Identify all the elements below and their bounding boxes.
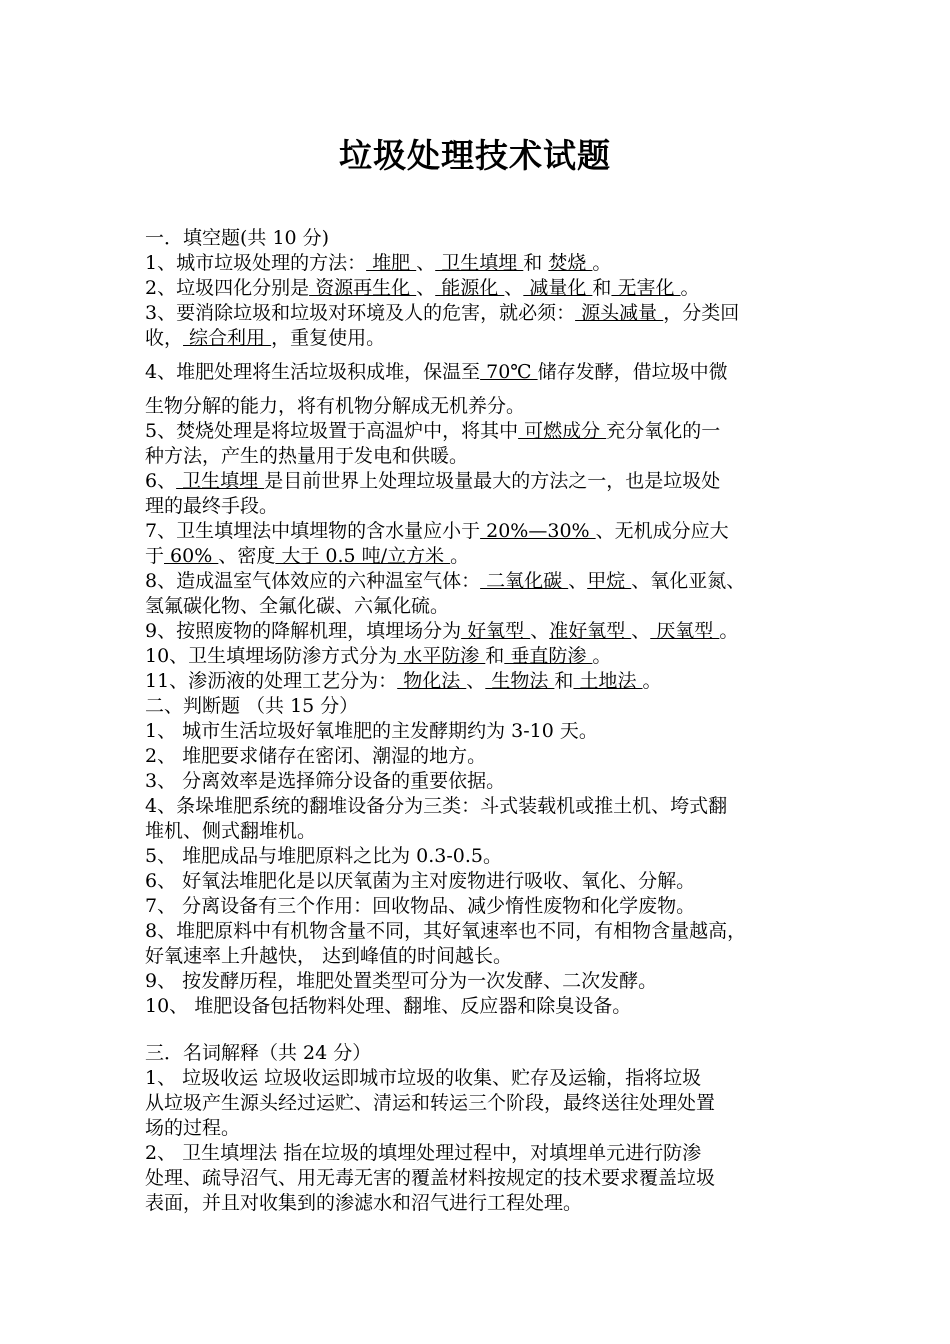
answer-blank: 好氧型 <box>461 620 531 642</box>
section-heading-true-false: 二、判断题 （共 15 分） <box>145 695 359 717</box>
question-1-2: 2、垃圾四化分别是 资源再生化 、 能源化 、 减量化 和 无害化 。 <box>145 277 700 299</box>
document-body <box>145 226 815 1216</box>
answer-blank: 土地法 <box>573 670 643 692</box>
answer-blank: 源头减量 <box>575 302 664 324</box>
question-1-5-cont: 种方法，产生的热量用于发电和供暖。 <box>145 445 469 467</box>
answer-blank: 卫生填埋 <box>176 470 265 492</box>
answer-blank: 综合利用 <box>183 327 272 349</box>
answer-blank: 60% <box>164 545 219 567</box>
section-heading-fill-blank: 一．填空题(共 10 分) <box>145 227 330 249</box>
statement-2-4: 4、条垛堆肥系统的翻堆设备分为三类：斗式装载机或推土机、垮式翻 <box>145 795 728 817</box>
answer-blank: 准好氧型 <box>549 620 632 642</box>
answer-blank: 垂直防渗 <box>504 645 593 667</box>
term-3-2: 2、 卫生填埋法 指在垃圾的填埋处理过程中，对填埋单元进行防渗 <box>145 1142 702 1164</box>
question-1-5: 5、焚烧处理是将垃圾置于高温炉中，将其中 可燃成分 充分氧化的一 <box>145 420 721 442</box>
term-3-2-end: 表面，并且对收集到的渗滤水和沼气进行工程处理。 <box>145 1192 583 1214</box>
question-1-11: 11、渗沥液的处理工艺分为： 物化法 、 生物法 和 土地法 。 <box>145 670 662 692</box>
statement-2-3: 3、 分离效率是选择筛分设备的重要依据。 <box>145 770 506 792</box>
question-1-7: 7、卫生填埋法中填埋物的含水量应小于 20%—30% 、无机成分应大 <box>145 520 729 542</box>
question-1-7-cont: 于 60% 、密度 大于 0.5 吨/立方米 。 <box>145 545 470 567</box>
statement-2-6: 6、 好氧法堆肥化是以厌氧菌为主对废物进行吸收、氧化、分解。 <box>145 870 696 892</box>
answer-blank: 20%—30% <box>480 520 596 542</box>
question-1-6: 6、 卫生填埋 是目前世界上处理垃圾量最大的方法之一，也是垃圾处 <box>145 470 721 492</box>
question-1-6-cont: 理的最终手段。 <box>145 495 279 517</box>
question-1-10: 10、卫生填埋场防渗方式分为 水平防渗 和 垂直防渗 。 <box>145 645 612 667</box>
answer-blank: 物化法 <box>397 670 467 692</box>
question-1-4-cont: 生物分解的能力，将有机物分解成无机养分。 <box>145 395 526 417</box>
statement-2-1: 1、 城市生活垃圾好氧堆肥的主发酵期约为 3-10 天。 <box>145 720 598 742</box>
term-3-1: 1、 垃圾收运 垃圾收运即城市垃圾的收集、贮存及运输，指将垃圾 <box>145 1067 702 1089</box>
answer-blank: 资源再生化 <box>309 277 417 299</box>
answer-blank: 堆肥 <box>366 252 417 274</box>
answer-blank: 能源化 <box>435 277 505 299</box>
question-1-8-cont: 氢氟碳化物、全氟化碳、六氟化硫。 <box>145 595 450 617</box>
answer-blank: 无害化 <box>611 277 681 299</box>
statement-2-4-cont: 堆机、侧式翻堆机。 <box>145 820 317 842</box>
answer-blank: 大于 0.5 吨/立方米 <box>275 545 451 567</box>
answer-blank: 甲烷 <box>587 570 632 592</box>
statement-2-7: 7、 分离设备有三个作用：回收物品、减少惰性废物和化学废物。 <box>145 895 696 917</box>
statement-2-2: 2、 堆肥要求储存在密闭、潮湿的地方。 <box>145 745 487 767</box>
answer-blank: 生物法 <box>485 670 555 692</box>
question-1-9: 9、按照废物的降解机理，填埋场分为 好氧型 、准好氧型 、 厌氧型 。 <box>145 620 739 642</box>
answer-blank: 减量化 <box>523 277 593 299</box>
answer-blank: 二氧化碳 <box>480 570 569 592</box>
question-1-4: 4、堆肥处理将生活垃圾积成堆，保温至 70℃ 储存发酵，借垃圾中微 <box>145 361 728 383</box>
answer-blank: 厌氧型 <box>650 620 720 642</box>
page-title: 垃圾处理技术试题 <box>339 136 611 175</box>
answer-blank: 卫生填埋 <box>435 252 524 274</box>
statement-2-8: 8、堆肥原料中有机物含量不同，其好氧速率也不同，有相物含量越高， <box>145 920 747 942</box>
statement-2-9: 9、 按发酵历程，堆肥处置类型可分为一次发酵、二次发酵。 <box>145 970 658 992</box>
section-heading-terms: 三．名词解释（共 24 分） <box>145 1042 372 1064</box>
answer-blank: 70℃ <box>480 361 538 383</box>
answer-blank: 可燃成分 <box>518 420 607 442</box>
term-3-1-end: 场的过程。 <box>145 1117 241 1139</box>
answer-blank: 焚烧 <box>548 252 593 274</box>
question-1-3-cont: 收， 综合利用 ，重复使用。 <box>145 327 386 349</box>
term-3-2-cont: 处理、疏导沼气、用无毒无害的覆盖材料按规定的技术要求覆盖垃圾 <box>145 1167 716 1189</box>
question-1-1: 1、城市垃圾处理的方法： 堆肥 、 卫生填埋 和 焚烧 。 <box>145 252 612 274</box>
answer-blank: 水平防渗 <box>397 645 486 667</box>
statement-2-10: 10、 堆肥设备包括物料处理、翻堆、反应器和除臭设备。 <box>145 995 632 1017</box>
statement-2-8-cont: 好氧速率上升越快， 达到峰值的时间越长。 <box>145 945 513 967</box>
question-1-3: 3、要消除垃圾和垃圾对环境及人的危害，就必须： 源头减量 ，分类回 <box>145 302 740 324</box>
term-3-1-cont: 从垃圾产生源头经过运贮、清运和转运三个阶段，最终送往处理处置 <box>145 1092 716 1114</box>
statement-2-5: 5、 堆肥成品与堆肥原料之比为 0.3-0.5。 <box>145 845 503 867</box>
question-1-8: 8、造成温室气体效应的六种温室气体： 二氧化碳 、甲烷 、氧化亚氮、 <box>145 570 746 592</box>
